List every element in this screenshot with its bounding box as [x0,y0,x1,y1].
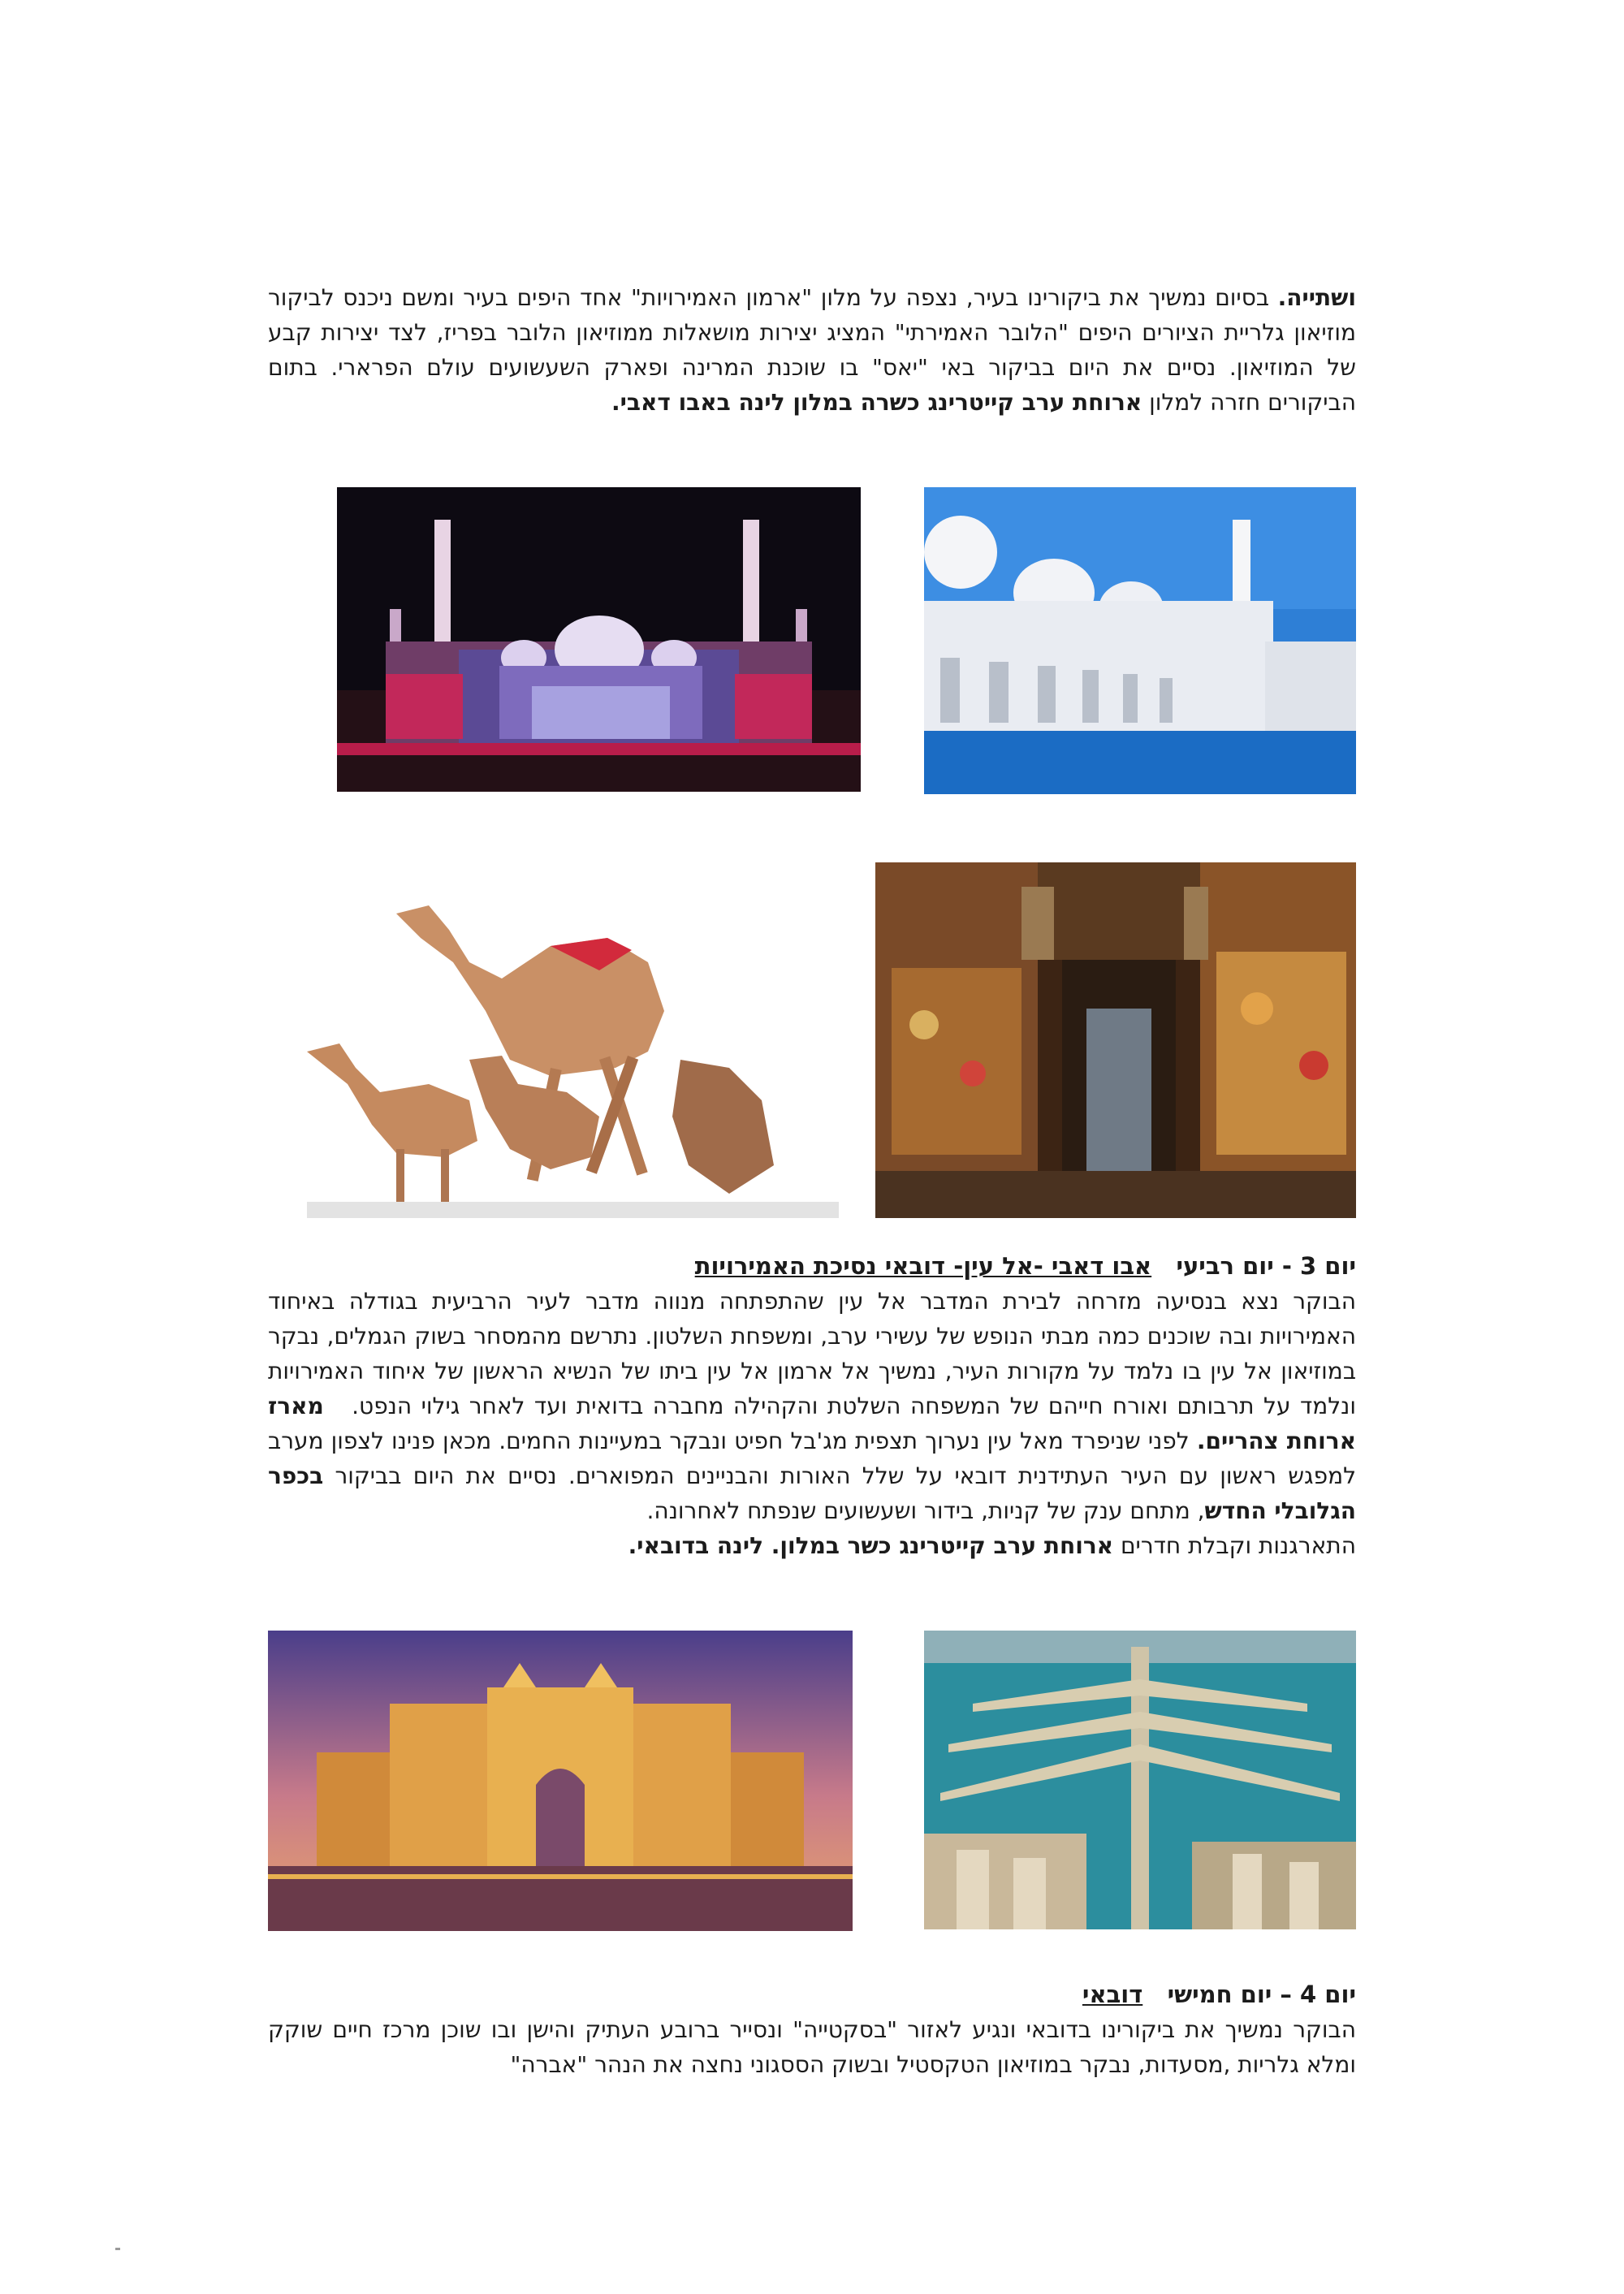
day3-line2-bold: ארוחת ערב קייטרינג כשר במלון. לינה בדובאי. [628,1532,1114,1559]
day3-global-village: בכפר הגלובלי החדש [268,1462,1356,1524]
intro-bold-start: ושתייה. [1277,284,1356,311]
day3-line2-a: התארגנות וקבלת חדרים [1113,1532,1356,1559]
day3-title: אבו דאבי -אל עין- דובאי נסיכת האמירויות [694,1252,1152,1280]
day4-prefix: יום 4 – יום חמישי [1167,1981,1356,2008]
intro-paragraph [268,280,1356,420]
day4-paragraph: הבוקר נמשיך את ביקורינו בדובאי ונגיע לאזור "בסקטייה" ונסייר ברובע העתיק והישן ובו שוכן מרכז חיים שוקק ומלא גלריות ,מסעדות, נבקר במוזיאון הטקסטיל ובשוק הססגוני נחצה את הנהר "אברה" [268,2016,1356,2078]
day3-paragraph [268,1284,1356,1528]
souk-market-photo [875,862,1356,1218]
intro-bold-end: ארוחת ערב קייטרינג כשרה במלון לינה באבו דאבי. [611,389,1142,416]
day3-heading [268,1249,1356,1284]
day3-text-c: , מתחם ענק של קניות, בידור ושעשועים שנפתח לאחרונה. [646,1497,1205,1524]
intro-body: בסיום נמשיך את ביקורינו בעיר, נצפה על מלון "ארמון האמירויות" אחד היפים בעיר ומשם ניכנס לביקור מוזיאון גלריית הציורים היפים "הלובר האמירתי" המציג יצירות מושאלות ממוזיאון הלובר בפריז, לצד יצירות קבע של המוזיאון. נסיים את היום בביקור באי "יאס" בו שוכנת המרינה ופארק השעשועים עולם הפרארי. בתום הביקורים חזרה למלון [268,284,1356,416]
palm-jumeirah-photo [924,1631,1356,1929]
scan-mark [115,2248,120,2250]
day3-prefix: יום 3 - יום רביעי [1176,1252,1356,1280]
day3-text-b: לפני שניפרד מאל עין נערוך תצפית מג'בל חפיט ונבקר במעיינות החמים. מכאן פנינו לצפון מערב למפגש ראשון עם העיר העתידנית דובאי על שלל האורות והבניינים המפוארים. נסיים את היום בביקור [268,1428,1356,1489]
atlantis-hotel-photo [268,1631,853,1931]
mosque-night-photo [337,487,861,792]
camel-race-photo [307,873,839,1218]
mosque-day-photo [924,487,1356,794]
day4-title: דובאי [1082,1981,1143,2008]
day3-section [268,1249,1356,1563]
day3-text-a: הבוקר נצא בנסיעה מזרחה לבירת המדבר אל עין שהתפתחה מנווה מדבר לעיר הרביעית בגודלה באיחוד האמירויות ובה שוכנים כמה מבתי הנופש של עשירי ערב, ומשפחת השלטון. נתרשם מהמסחר בשוק הגמלים, נבקר במוזיאון אל עין בו נלמד על מקורות העיר, נמשיך אל ארמון אל עין ביתו של הנשיא הראשון של איחוד האמירויות ונלמד על תרבותם ואורח חייהם של המשפחה השלטת והקהילה מחברה בדואית ועד לאחר גילוי הנפט. [268,1288,1357,1419]
day4-heading [268,1977,1356,2012]
day3-closing-line [268,1528,1356,1563]
intro-text [268,280,1356,420]
day3-lunch: מארז ארוחת צהריים. [268,1393,1357,1454]
day4-section [268,1977,1356,2082]
